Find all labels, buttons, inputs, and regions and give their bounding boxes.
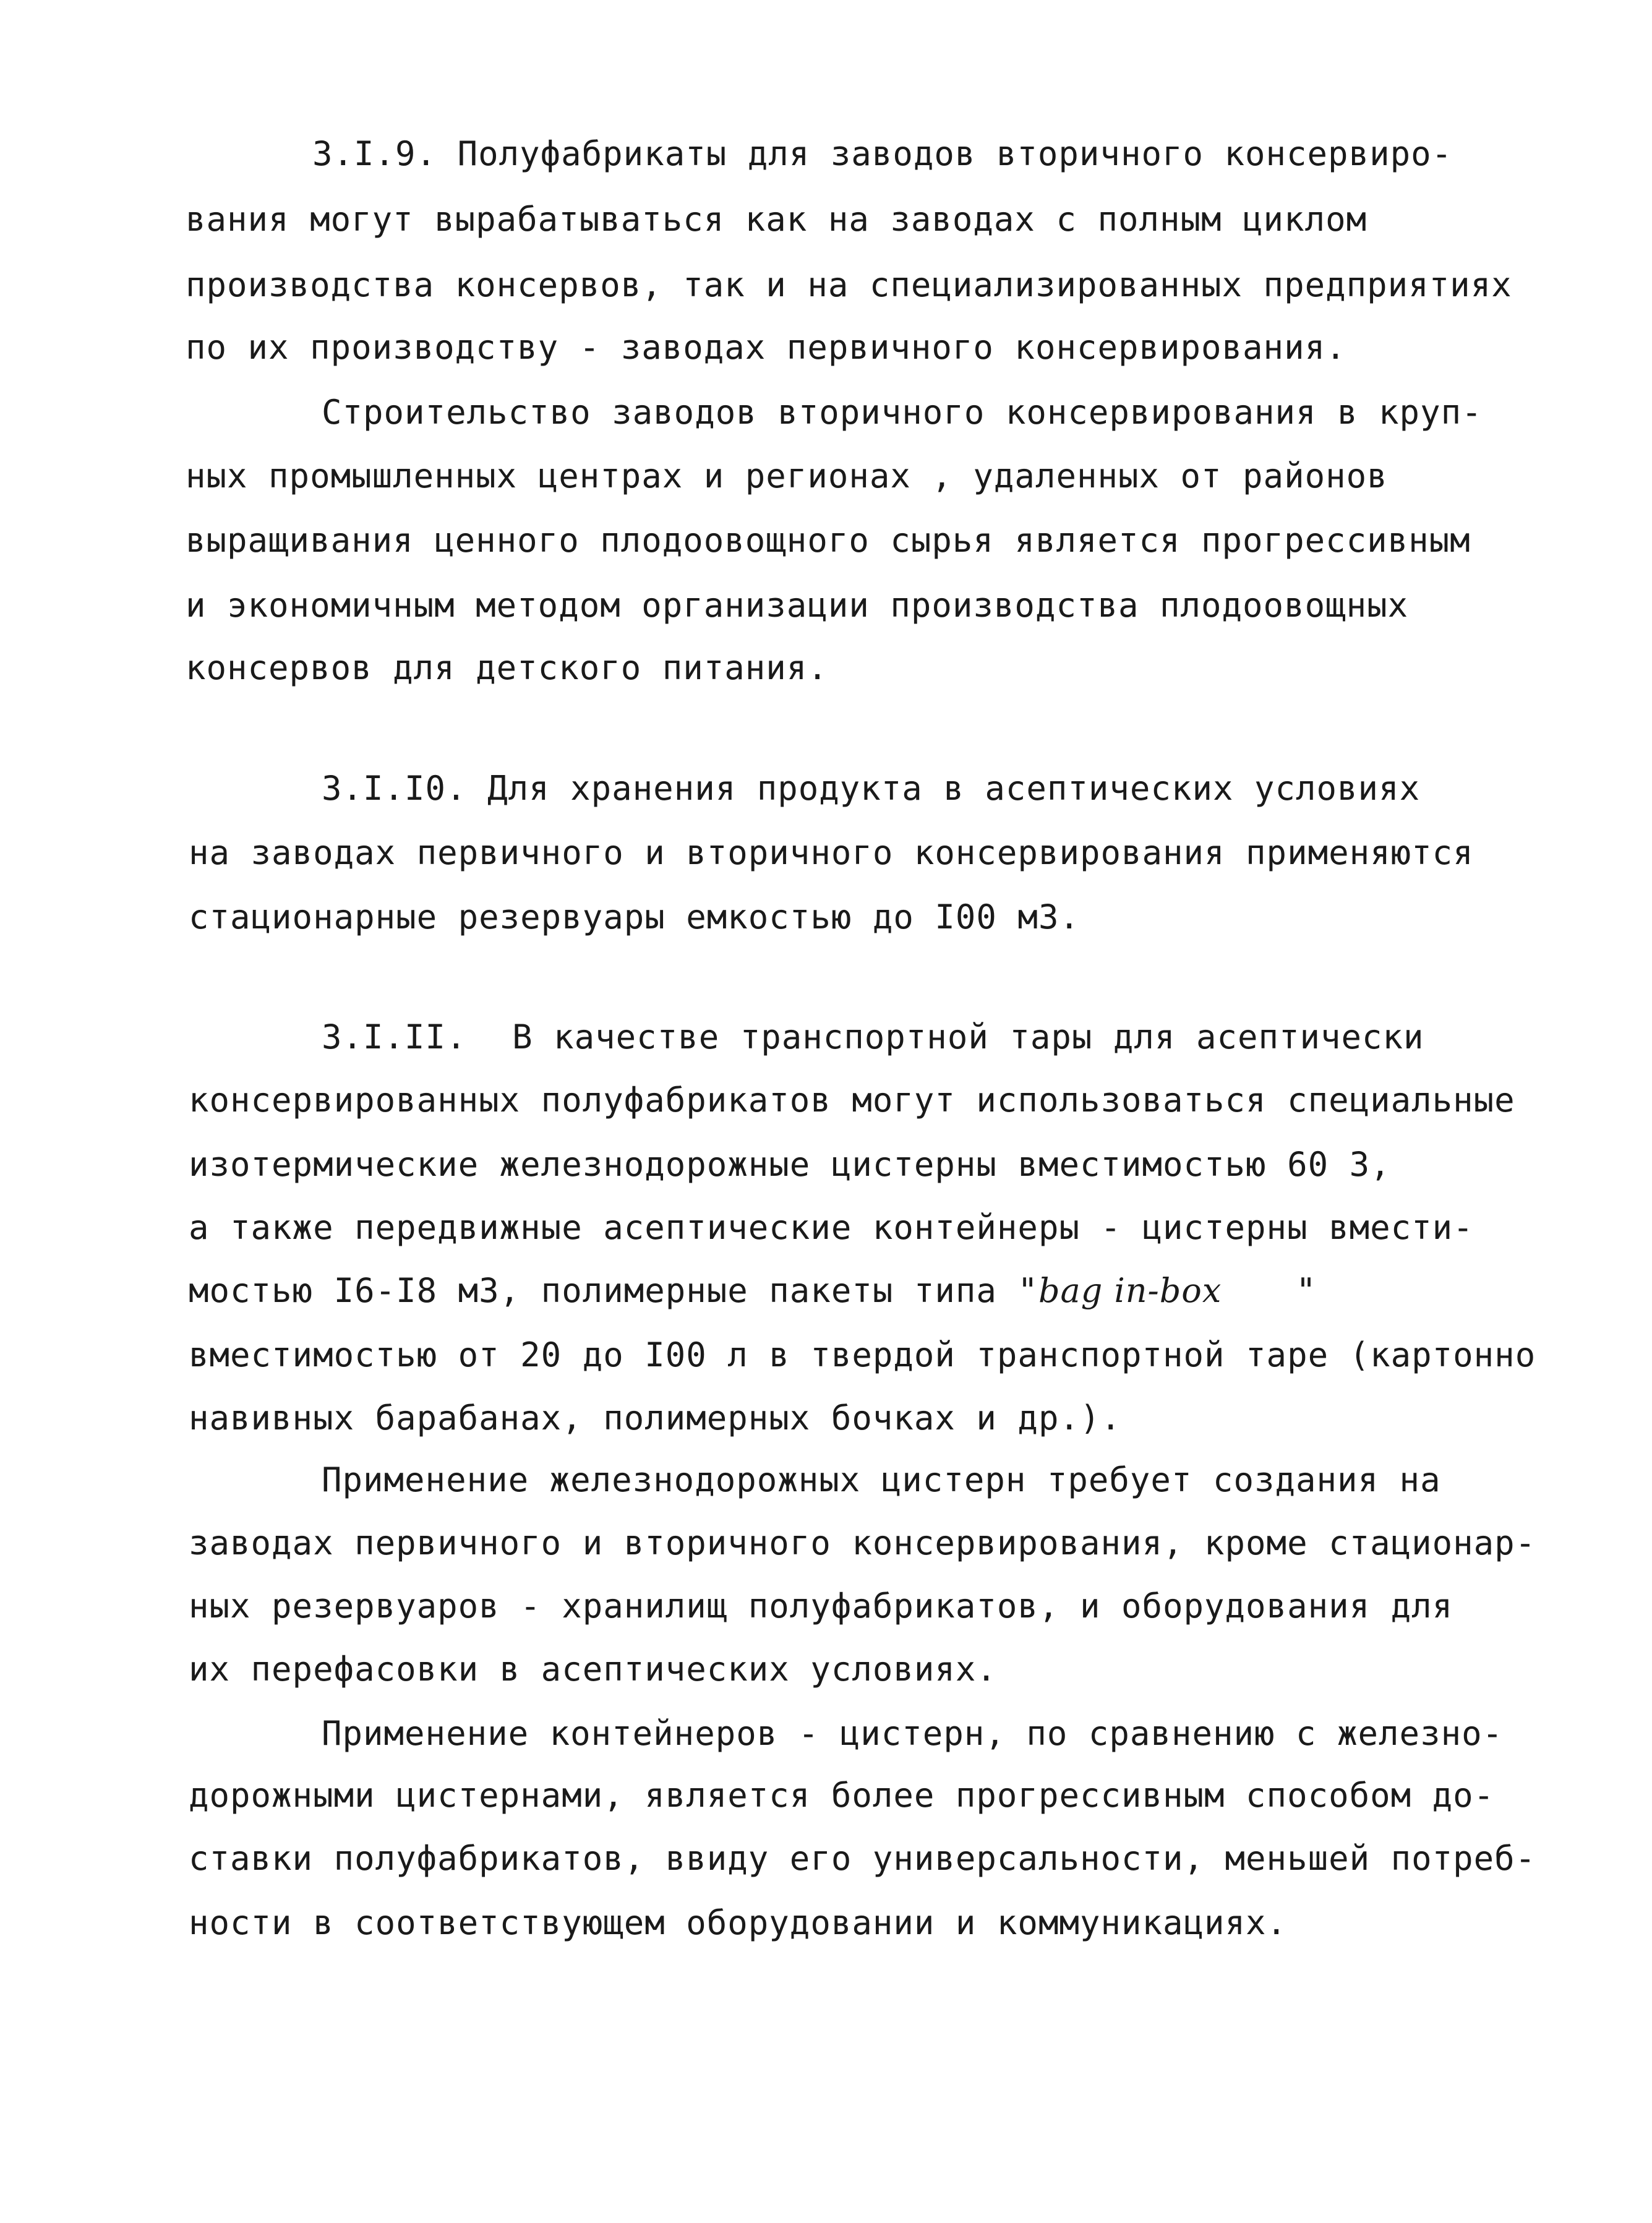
paragraph-line: изотермические железнодорожные цистерны вместимостью 60 3, [189,1145,1391,1184]
handwritten-text: bag in-box [1038,1271,1222,1310]
text: Полуфабрикаты для заводов вторичного консервиро- [457,134,1453,173]
paragraph-line [312,134,1453,173]
paragraph-line: производства консервов, так и на специализированных предприятиях [186,265,1512,304]
paragraph-line: и экономичным методом организации производства плодоовощных [186,586,1409,625]
paragraph-line: ных промышленных центрах и регионах , удаленных от районов [186,456,1388,495]
paragraph-line: стационарные резервуары емкостью до I00 м3. [189,897,1080,936]
text: В качестве транспортной тары для асептически [512,1017,1424,1056]
paragraph-line: по их производству - заводах первичного консервирования. [186,328,1346,367]
paragraph-line [322,1017,1424,1056]
paragraph-line [322,769,1421,808]
paragraph-line: Применение железнодорожных цистерн требует создания на [322,1460,1441,1499]
paragraph-line: на заводах первичного и вторичного консервирования применяются [189,833,1474,872]
paragraph-line: вания могут вырабатываться как на заводах с полным циклом [186,200,1367,239]
paragraph-line: Применение контейнеров - цистерн, по сравнению с железно- [322,1714,1504,1753]
paragraph-line: консервированных полуфабрикатов могут использоваться специальные [189,1081,1515,1120]
paragraph-line: ности в соответствующем оборудовании и коммуникациях. [189,1903,1288,1942]
paragraph-line: дорожными цистернами, является более прогрессивным способом до- [189,1776,1495,1815]
paragraph-line [189,1271,1317,1310]
paragraph-line: ставки полуфабрикатов, ввиду его универсальности, меньшей потреб- [189,1839,1536,1878]
paragraph-line: вместимостью от 20 до I00 л в твердой транспортной таре (картонно [189,1335,1536,1374]
text: Для хранения продукта в асептических условиях [487,769,1421,808]
paragraph-line: их перефасовки в асептических условиях. [189,1650,997,1689]
section-number: 3.I.II. [322,1017,467,1056]
paragraph-line: консервов для детского питания. [186,648,828,687]
section-number: 3.I.9. [312,134,437,173]
paragraph-line: а также передвижные асептические контейнеры - цистерны вмести- [189,1208,1474,1247]
text: мостью I6-I8 м3, полимерные пакеты типа " [189,1271,1038,1310]
paragraph-line: навивных барабанах, полимерных бочках и др.). [189,1398,1121,1437]
paragraph-line: Строительство заводов вторичного консервирования в круп- [322,393,1483,432]
text: " [1296,1271,1317,1310]
section-number: 3.I.I0. [322,769,467,808]
paragraph-line: ных резервуаров - хранилищ полуфабрикатов, и оборудования для [189,1587,1453,1625]
paragraph-line: выращивания ценного плодоовощного сырья является прогрессивным [186,521,1471,560]
paragraph-line: заводах первичного и вторичного консервирования, кроме стационар- [189,1523,1536,1562]
